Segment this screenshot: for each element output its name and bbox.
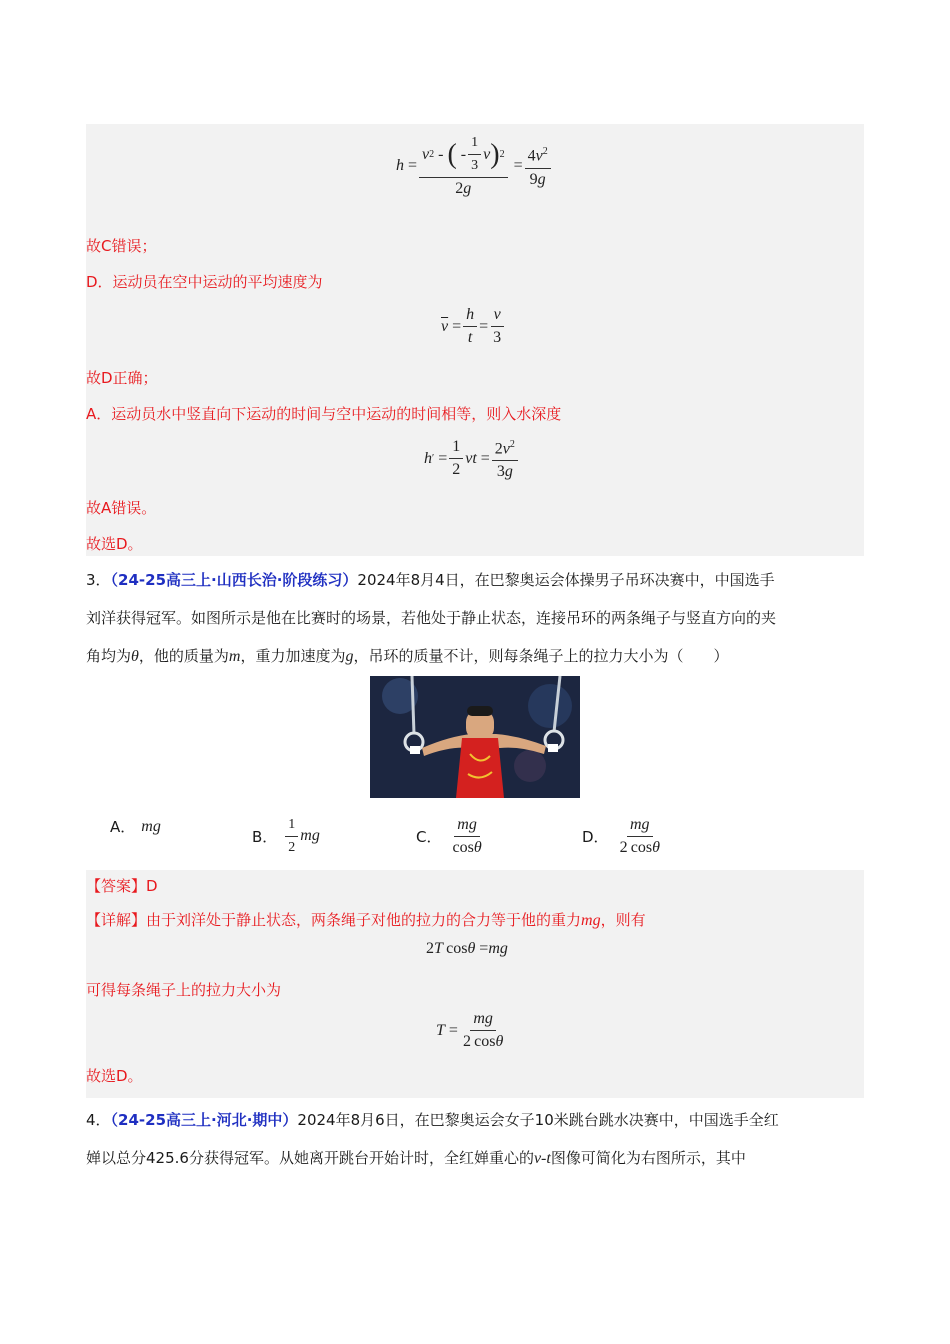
option-d-formula: $\frac{mg}{2 \cos\theta}$	[619, 816, 660, 856]
q3-line3: 角均为θ，他的质量为m，重力加速度为g，吊环的质量不计，则每条绳子上的拉力大小为（ ）	[86, 647, 729, 665]
gymnast-photo	[370, 676, 580, 798]
option-d-label: D．	[582, 828, 609, 846]
d-conclusion: 故D正确；	[86, 369, 158, 387]
option-c-formula: $\frac{mg}{\cos\theta}$	[452, 816, 482, 856]
d-statement: D．运动员在空中运动的平均速度为	[86, 273, 323, 291]
answer-line	[86, 876, 158, 896]
option-a[interactable]	[110, 816, 161, 837]
c-conclusion: 故C错误；	[86, 237, 157, 255]
option-d[interactable]	[582, 816, 665, 857]
detail-label: 【详解】	[86, 911, 147, 929]
answer-value: D	[146, 877, 158, 895]
answer-label: 【答案】	[86, 877, 147, 895]
equation-tension: T = $\frac{mg}{2 \cos\theta}$	[436, 1010, 504, 1050]
final-answer-q3: 故选D。	[86, 1067, 143, 1085]
option-c[interactable]	[416, 816, 487, 857]
equation-h: h = v 2 - ( - $\frac{1}{3}$ v ) 2 2g = $\frac{4v^2}{9g}$	[396, 134, 553, 198]
q3-source: （24-25高三上·山西长治·阶段练习）	[110, 571, 358, 589]
q4-number: 4．	[86, 1111, 111, 1129]
a-statement: A．运动员水中竖直向下运动的时间与空中运动的时间相等，则入水深度	[86, 405, 562, 423]
option-a-label: A．	[110, 818, 136, 836]
q4-line1	[86, 1110, 779, 1130]
gymnast-illustration	[370, 676, 580, 798]
option-c-label: C．	[416, 828, 442, 846]
detail-line-2: 可得每条绳子上的拉力大小为	[86, 981, 282, 999]
q4-line2: 婵以总分425.6分获得冠军。从她离开跳台开始计时，全红婵重心的v-t图像可简化为右图所示，其中	[86, 1149, 746, 1167]
equation-tension-balance: 2 T cos θ = mg	[426, 940, 508, 957]
q3-line2: 刘洋获得冠军。如图所示是他在比赛时的场景，若他处于静止状态，连接吊环的两条绳子与竖直方向的夹	[86, 609, 777, 627]
equation-average-velocity: $\overline{v}$ = $\frac{h}{t}$ = $\frac{v}{3}$	[441, 306, 506, 347]
detail-line: 【详解】由于刘洋处于静止状态，两条绳子对他的拉力的合力等于他的重力mg，则有	[86, 911, 646, 929]
final-answer-q2: 故选D。	[86, 535, 143, 553]
a-conclusion: 故A错误。	[86, 499, 157, 517]
q4-text1: 2024年8月6日，在巴黎奥运会女子10米跳台跳水决赛中，中国选手全红	[297, 1111, 779, 1129]
option-b-formula: $\frac{1}{2}$ mg	[283, 816, 320, 857]
equation-depth: h ′ = $\frac{1}{2}$ vt = $\frac{2v^2}{3g}$	[424, 436, 520, 481]
q3-text1: 2024年8月4日，在巴黎奥运会体操男子吊环决赛中，中国选手	[357, 571, 775, 589]
q3-line1	[86, 570, 775, 590]
q4-source: （24-25高三上·河北·期中）	[110, 1111, 298, 1129]
q3-number: 3．	[86, 571, 111, 589]
option-b[interactable]	[252, 816, 320, 857]
solution-block-q3	[86, 870, 864, 1098]
solution-block-q2	[86, 124, 864, 556]
option-a-formula: mg	[141, 817, 161, 835]
option-b-label: B．	[252, 828, 278, 846]
